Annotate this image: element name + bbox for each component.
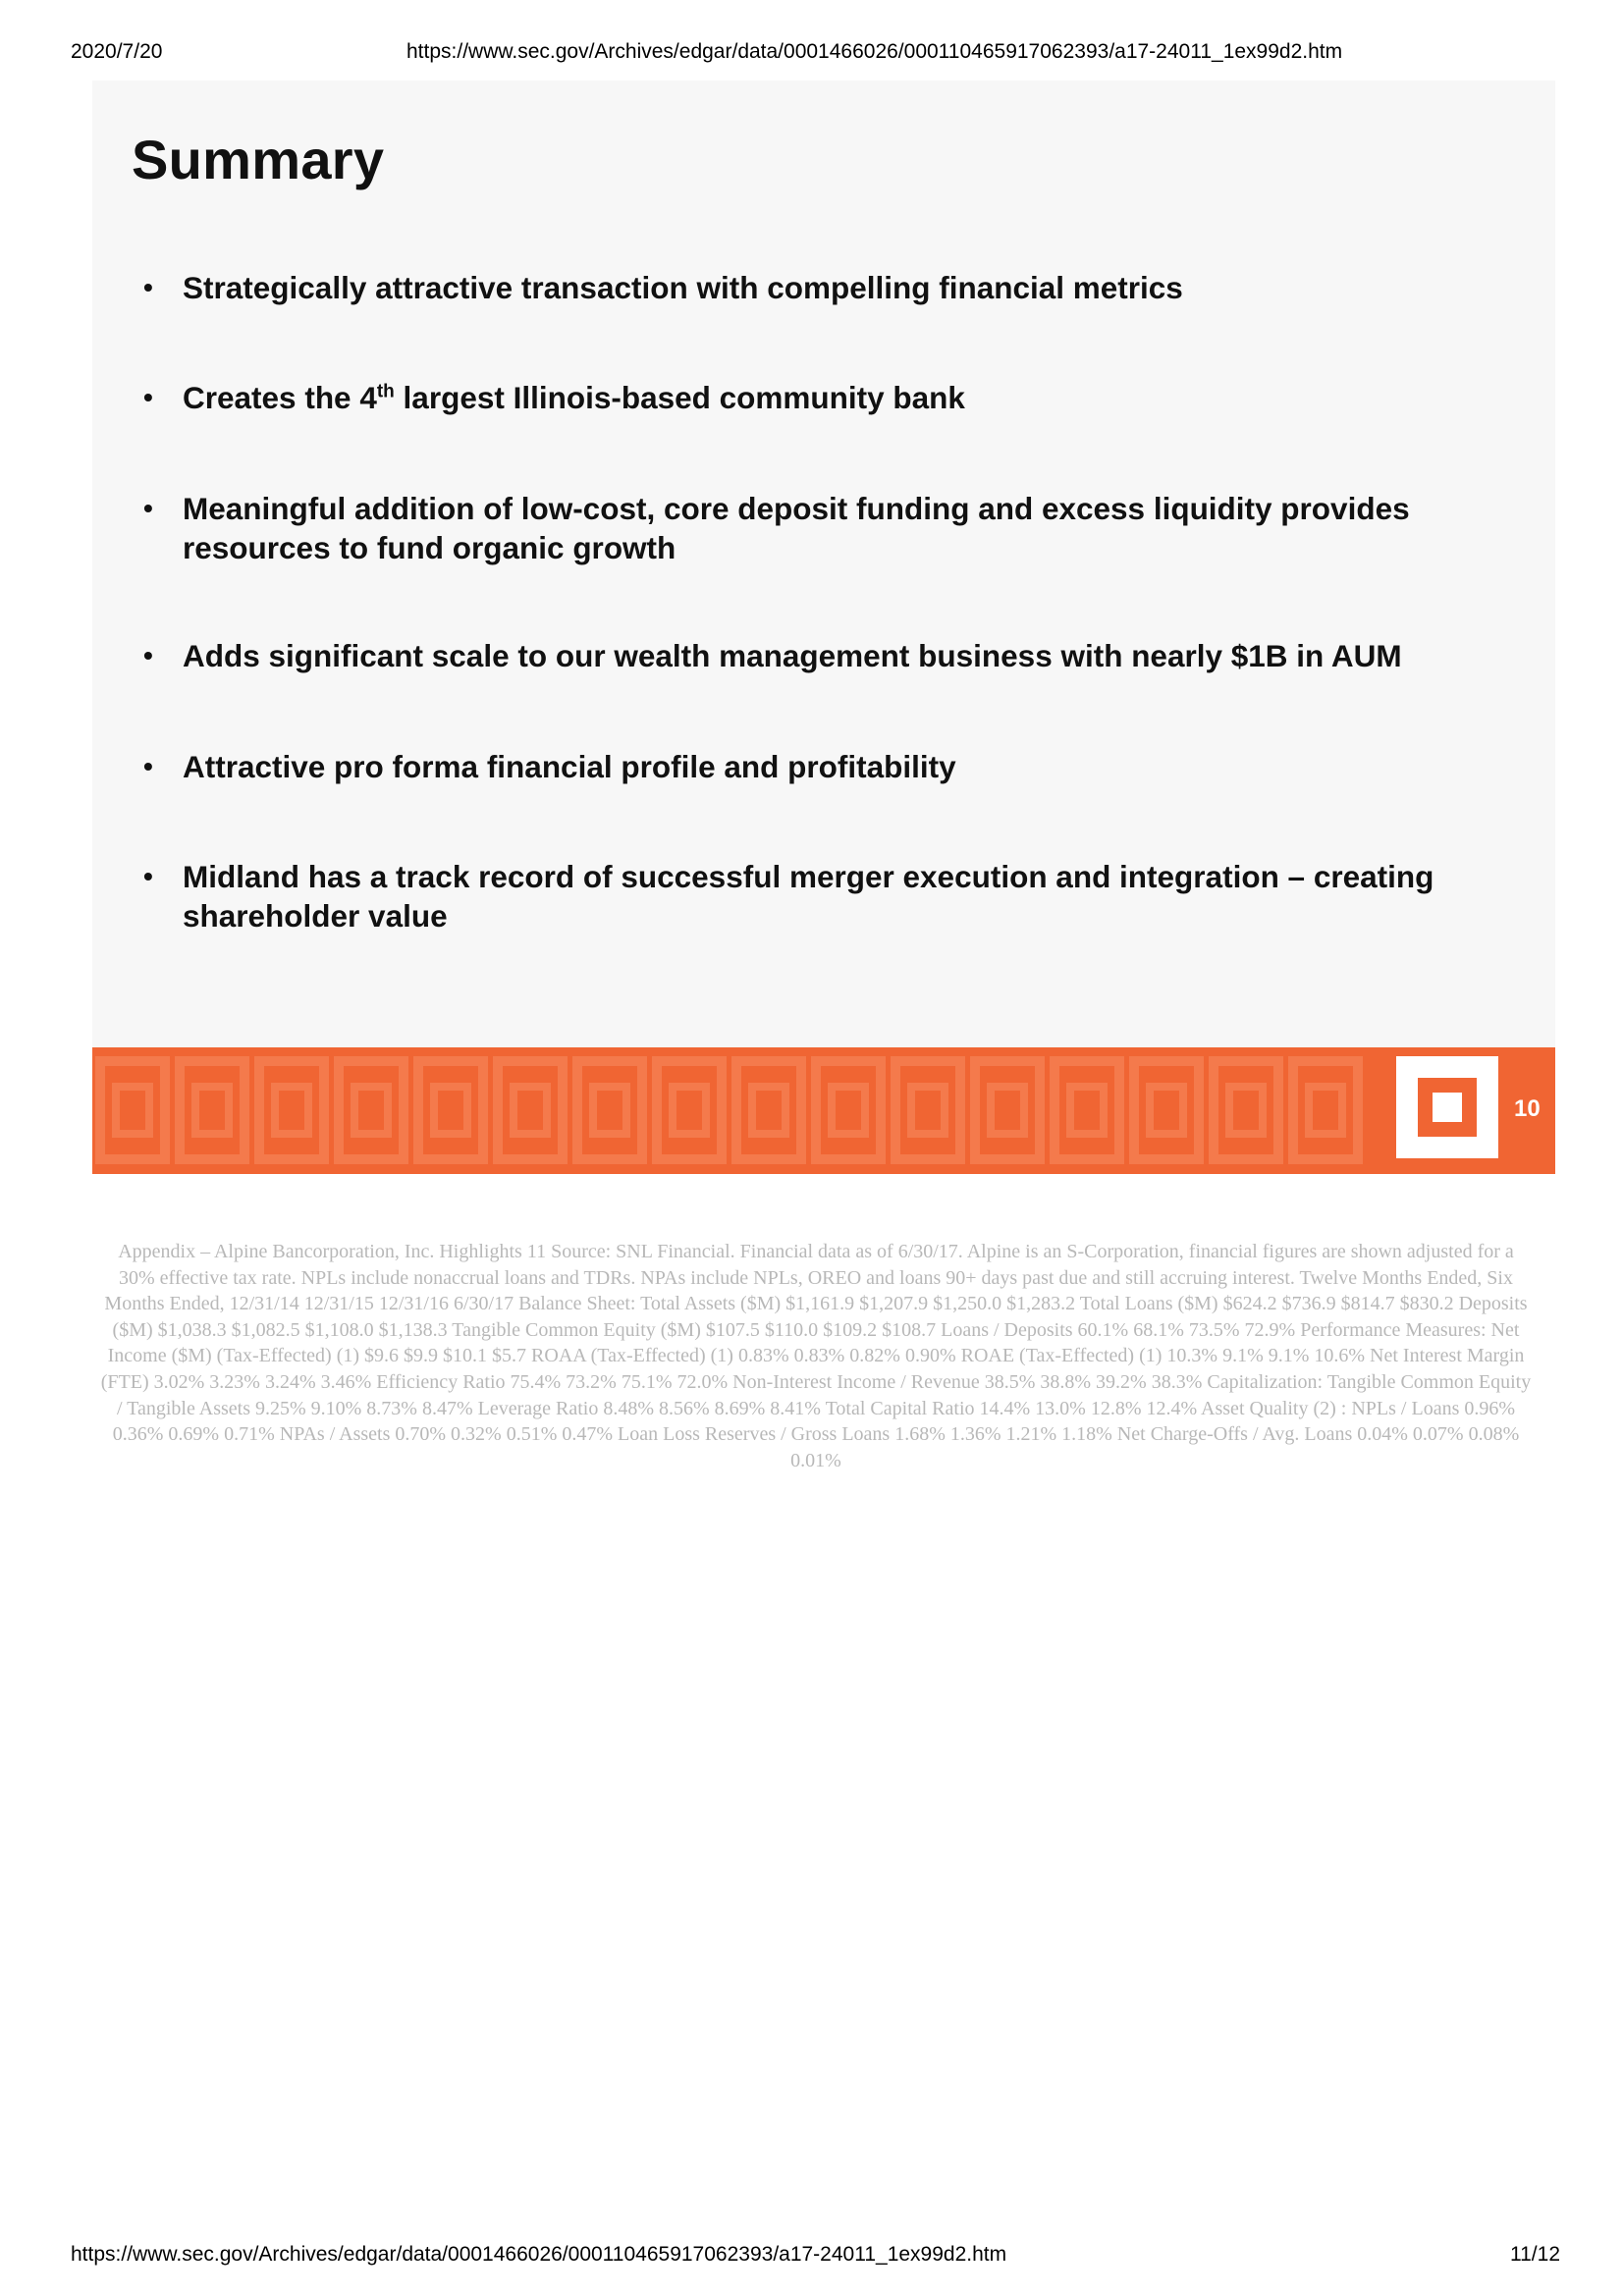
pattern-square-inner [434,1087,467,1134]
pattern-square-inner [991,1087,1024,1134]
bullet-marker: • [143,751,153,781]
pattern-square-outer [498,1061,563,1159]
pattern-square-outer [816,1061,881,1159]
pattern-square-outer [657,1061,722,1159]
bullet-marker: • [143,640,153,670]
pattern-square-inner [1229,1087,1263,1134]
bullet-marker: • [143,272,153,302]
pattern-square-outer [895,1061,960,1159]
pattern-square-outer [975,1061,1040,1159]
bullet-text-superscript: th [376,381,395,402]
square-pattern-decoration [92,1047,1555,1174]
bullet-text: Midland has a track record of successful merger execution and integration – creating shareholder value [183,859,1434,934]
logo-square-icon [1396,1056,1498,1158]
bullet-text: Attractive pro forma financial profile and profitability [183,749,956,784]
pattern-square-inner [911,1087,945,1134]
pattern-square-inner [116,1087,149,1134]
bullet-item [143,378,1528,417]
pattern-square-outer [339,1061,404,1159]
bullet-text: Meaningful addition of low-cost, core deposit funding and excess liquidity provides resources to fund organic growth [183,491,1410,565]
bullet-item [143,268,1528,307]
slide-footer-band [92,1047,1555,1174]
print-header-url[interactable]: https://www.sec.gov/Archives/edgar/data/0001466026/000110465917062393/a17-24011_1ex99d2.htm [406,40,1343,63]
pattern-square-outer [180,1061,244,1159]
pattern-square-outer [577,1061,642,1159]
pattern-square-outer [259,1061,324,1159]
print-footer-page-number: 11/12 [1510,2243,1560,2266]
slide-summary [92,80,1555,1174]
pattern-square-outer [736,1061,801,1159]
pattern-square-inner [1070,1087,1104,1134]
pattern-square-inner [752,1087,785,1134]
pattern-square-inner [832,1087,865,1134]
pattern-square-inner [1150,1087,1183,1134]
pattern-square-outer [418,1061,483,1159]
bullet-item [143,747,1528,786]
pattern-square-inner [593,1087,626,1134]
pattern-square-inner [1309,1087,1342,1134]
bullet-item [143,636,1528,675]
pattern-square-outer [1214,1061,1278,1159]
bullet-text-post: largest Illinois-based community bank [394,380,965,415]
print-header-date: 2020/7/20 [71,40,163,63]
bullet-marker: • [143,861,153,891]
bullet-text: Adds significant scale to our wealth management business with nearly $1B in AUM [183,638,1402,673]
pattern-square-inner [673,1087,706,1134]
bullet-marker: • [143,382,153,412]
print-footer-url[interactable]: https://www.sec.gov/Archives/edgar/data/0001466026/000110465917062393/a17-24011_1ex99d2.htm [71,2243,1007,2266]
bullet-marker: • [143,493,153,523]
slide-page-number: 10 [1514,1095,1541,1122]
pattern-square-inner [354,1087,388,1134]
pattern-square-inner [195,1087,229,1134]
bullet-item [143,489,1528,567]
pattern-square-inner [275,1087,308,1134]
pattern-square-outer [1055,1061,1119,1159]
pattern-square-outer [1293,1061,1358,1159]
pattern-square-inner [514,1087,547,1134]
slide-title: Summary [132,129,385,190]
bullet-text-pre: Creates the 4 [183,380,377,415]
summary-bullet-list [92,80,1555,1174]
pattern-square-outer [100,1061,165,1159]
appendix-text: Appendix – Alpine Bancorporation, Inc. Highlights 11 Source: SNL Financial. Financial data as of 6/30/17. Alpine is an S-Corporation, financial figures are shown adjusted for a 30% effective tax rate. NPLs include nonaccrual loans and TDRs. NPAs include NPLs, OREO and loans 90+ days past due and still accruing interest. Twelve Months Ended, Six Months Ended, 12/31/14 12/31/15 12/31/16 6/30/17 Balance Sheet: Total Assets ($M) $1,161.9 $1,207.9 $1,250.0 $1,283.2 Total Loans ($M) $624.2 $736.9 $814.7 $830.2 Deposits ($M) $1,038.3 $1,082.5 $1,108.0 $1,138.3 Tangible Common Equity ($M) $107.5 $110.0 $109.2 $108.7 Loans / Deposits 60.1% 68.1% 73.5% 72.9% Performance Measures: Net Income ($M) (Tax-Effected) (1) $9.6 $9.9 $10.1 $5.7 ROAA (Tax-Effected) (1) 0.83% 0.83% 0.82% 0.90% ROAE (Tax-Effected) (1) 10.3% 9.1% 9.1% 10.6% Net Interest Margin (FTE) 3.02% 3.23% 3.24% 3.46% Efficiency Ratio 75.4% 73.2% 75.1% 72.0% Non-Interest Income / Revenue 38.5% 38.8% 39.2% 38.3% Capitalization: Tangible Common Equity / Tangible Assets 9.25% 9.10% 8.73% 8.47% Leverage Ratio 8.48% 8.56% 8.69% 8.41% Total Capital Ratio 14.4% 13.0% 12.8% 12.4% Asset Quality (2) : NPLs / Loans 0.96% 0.36% 0.69% 0.71% NPAs / Assets 0.70% 0.32% 0.51% 0.47% Loan Loss Reserves / Gross Loans 1.68% 1.36% 1.21% 1.18% Net Charge-Offs / Avg. Loans 0.04% 0.07% 0.08% 0.01% [100,1241,1532,1471]
logo-square-inner [1433,1093,1462,1122]
bullet-text: Strategically attractive transaction with compelling financial metrics [183,270,1183,305]
bullet-item [143,857,1528,935]
pattern-square-outer [1134,1061,1199,1159]
